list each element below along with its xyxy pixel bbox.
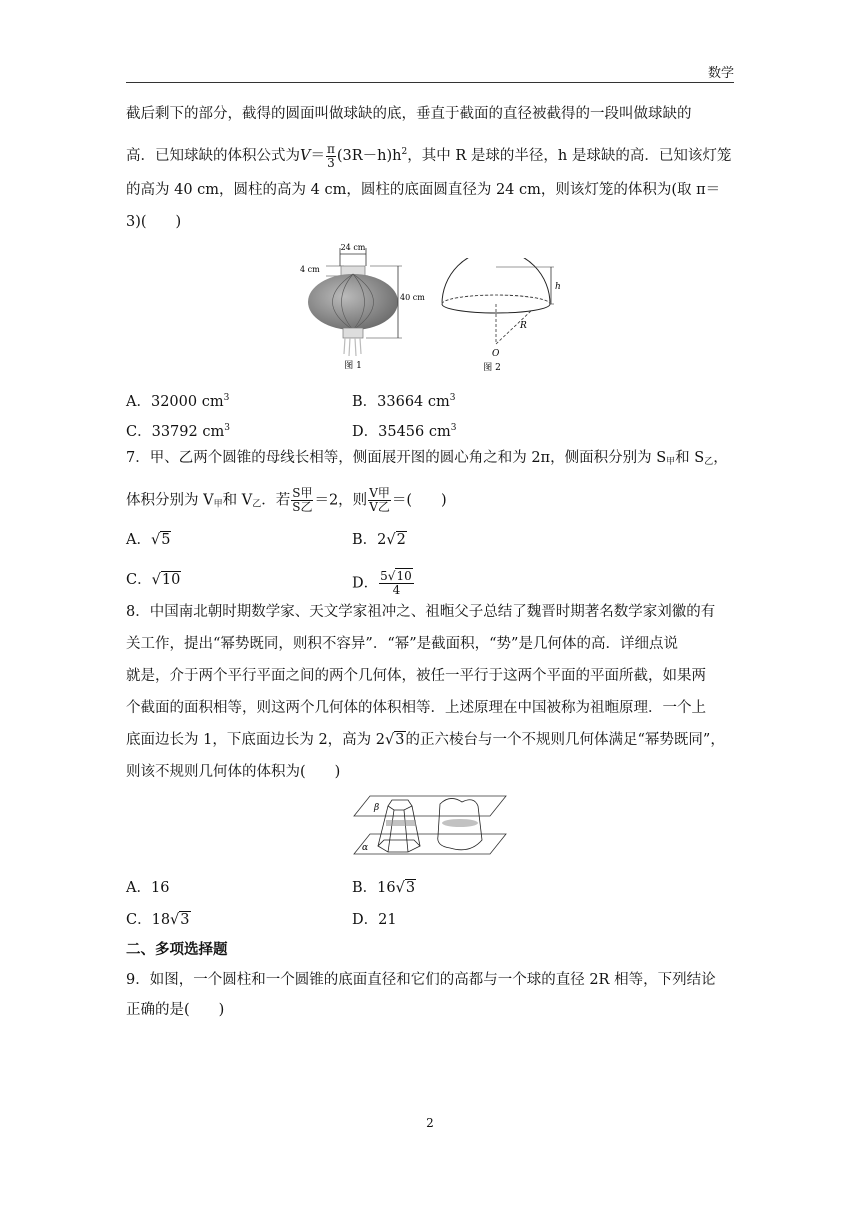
figure-zu-geng-planes [350,792,510,862]
label-40cm: 40 cm [400,293,425,302]
page-number: 2 [426,1116,434,1130]
label-h: h [555,282,561,292]
label-R: R [520,321,527,331]
paragraph-line-1: 截后剩下的部分，截得的圆面叫做球缺的底，垂直于截面的直径被截得的一段叫做球缺的 [126,106,692,122]
label-4cm: 4 cm [300,265,320,274]
q7-option-b: B．2√2 [352,532,406,548]
q6-option-b: B．33664 $cm^3$ [352,393,456,410]
label-alpha: α [362,843,369,853]
q8-line-3: 就是，介于两个平行平面之间的两个几何体，被任一平行于这两个平面的平面所截，如果两 [126,668,706,684]
label-O: O [492,349,500,359]
q8-line-5: 底面边长为 1，下底面边长为 2，高为 2√3的正六棱台与一个不规则几何体满足“幂势既同”， [126,732,725,748]
q8-line-2: 关工作，提出“幂势既同，则积不容异”．“幂”是截面积，“势”是几何体的高．详细点说 [126,636,678,652]
header-subject: 数学 [707,66,734,81]
label-beta: β [374,803,380,813]
q6-option-a: A．32000 $cm^3$ [126,393,230,410]
q8-option-b: B．16√3 [352,880,416,896]
paragraph-line-3: 的高为 40 cm，圆柱的高为 4 cm，圆柱的底面圆直径为 24 cm，则该灯笼的体积为(取 π＝ [126,182,721,198]
q7-option-a: A．√5 [126,532,171,548]
q8-option-d: D．21 [352,912,397,928]
q9-line-2: 正确的是( ) [126,1002,225,1018]
paragraph-line-2: 高．已知球缺的体积公式为V＝ $\frac{\pi}{3}$ $(3R-h)h^2$，其中 R 是球的半径，h 是球缺的高．已知该灯笼 [126,141,732,170]
figure-2-caption: 图 2 [483,363,501,373]
q7-fraction-v: $\frac{\text{V甲}}{\text{V乙}}$ [369,486,390,514]
formula-fraction: $\frac{\pi}{3}$ [326,141,335,170]
q8-option-c: C．18√3 [126,912,190,928]
q8-line-4: 个截面的面积相等，则这两个几何体的体积相等．上述原理在中国被称为祖暅原理．一个上 [126,700,706,716]
q8-line-1: 8．中国南北朝时期数学家、天文学家祖冲之、祖暅父子总结了魏晋时期著名数学家刘徽的有 [126,604,716,620]
q8-option-a: A．16 [126,880,170,896]
q7-option-d-fraction: $\frac{5√10}{4}$ [380,569,412,597]
header-rule [126,82,734,83]
q7-option-c: C．√10 [126,572,181,588]
figure-2-spherical-cap [432,258,572,373]
q6-option-d: D．35456 $cm^3$ [352,423,457,440]
q7-fraction-s: $\frac{\text{S甲}}{\text{S乙}}$ [292,486,313,514]
q8-line-6: 则该不规则几何体的体积为( ) [126,764,341,780]
q6-option-c: C．33792 $cm^3$ [126,423,230,440]
q7-line-2: 体积分别为 $V_甲$和 $V_乙$．若 $\frac{\text{S甲}}{\text{S乙}}$ ＝2，则 $\frac{\text{V甲}}{\text{V乙}}$ ＝( ) [126,486,447,514]
q9-line-1: 9．如图，一个圆柱和一个圆锥的底面直径和它们的高都与一个球的直径 2R 相等，下列结论 [126,972,716,988]
q7-line-1: 7．甲、乙两个圆锥的母线长相等，侧面展开图的圆心角之和为 2π，侧面积分别为 $S_甲$和 $S_乙$， [126,450,728,467]
q7-option-d: D． $\frac{5√10}{4}$ [352,569,412,597]
paragraph-line-4: 3)( ) [126,214,182,230]
section-title-multiple-choice: 二、多项选择题 [126,941,228,958]
label-24cm: 24 cm [340,243,366,252]
figure-1-caption: 图 1 [344,361,362,371]
